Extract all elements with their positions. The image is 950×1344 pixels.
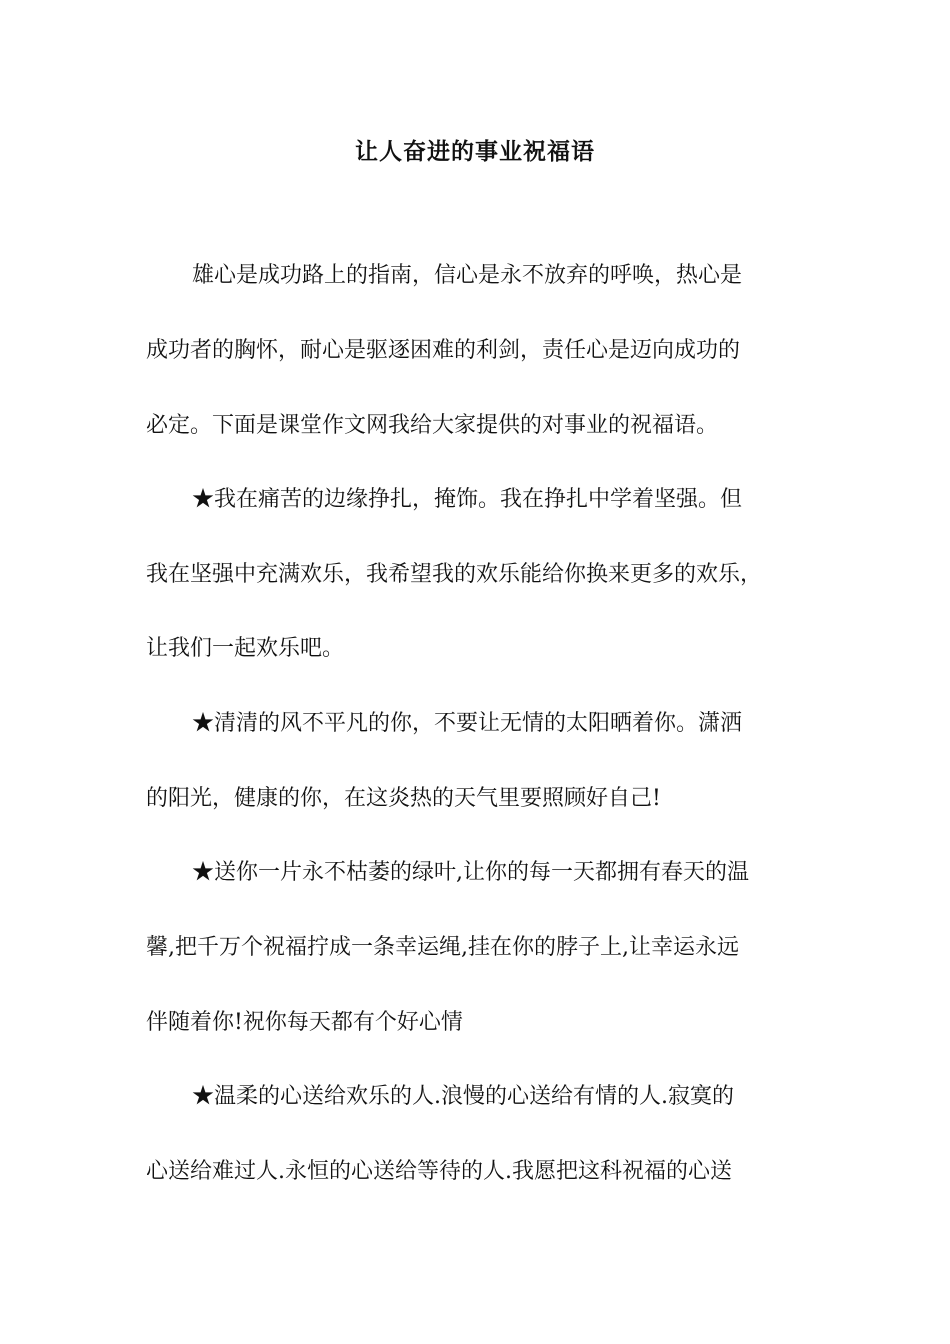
paragraph-line: 的阳光，健康的你，在这炎热的天气里要照顾好自己! [146,786,661,811]
paragraph-line: 雄心是成功路上的指南，信心是永不放弃的呼唤，热心是 [192,263,743,288]
paragraph-line: 我在坚强中充满欢乐，我希望我的欢乐能给你换来更多的欢乐， [146,562,763,587]
paragraph-line: 让我们一起欢乐吧。 [146,636,345,661]
document-title: 让人奋进的事业祝福语 [355,138,595,165]
paragraph-line: ★清清的风不平凡的你，不要让无情的太阳晒着你。潇洒 [192,711,743,736]
paragraph-line: ★送你一片永不枯萎的绿叶,让你的每一天都拥有春天的温 [192,860,749,885]
paragraph-line: 馨,把千万个祝福拧成一条幸运绳,挂在你的脖子上,让幸运永远 [146,935,739,960]
paragraph-line: ★温柔的心送给欢乐的人.浪慢的心送给有情的人.寂寞的 [192,1084,734,1109]
paragraph-line: 必定。下面是课堂作文网我给大家提供的对事业的祝福语。 [146,413,719,438]
paragraph-line: ★我在痛苦的边缘挣扎，掩饰。我在挣扎中学着坚强。但 [192,487,743,512]
paragraph-line: 伴随着你!祝你每天都有个好心情 [146,1010,463,1035]
paragraph-line: 成功者的胸怀，耐心是驱逐困难的利剑，责任心是迈向成功的 [146,338,741,363]
paragraph-line: 心送给难过人.永恒的心送给等待的人.我愿把这科祝福的心送 [146,1159,732,1184]
